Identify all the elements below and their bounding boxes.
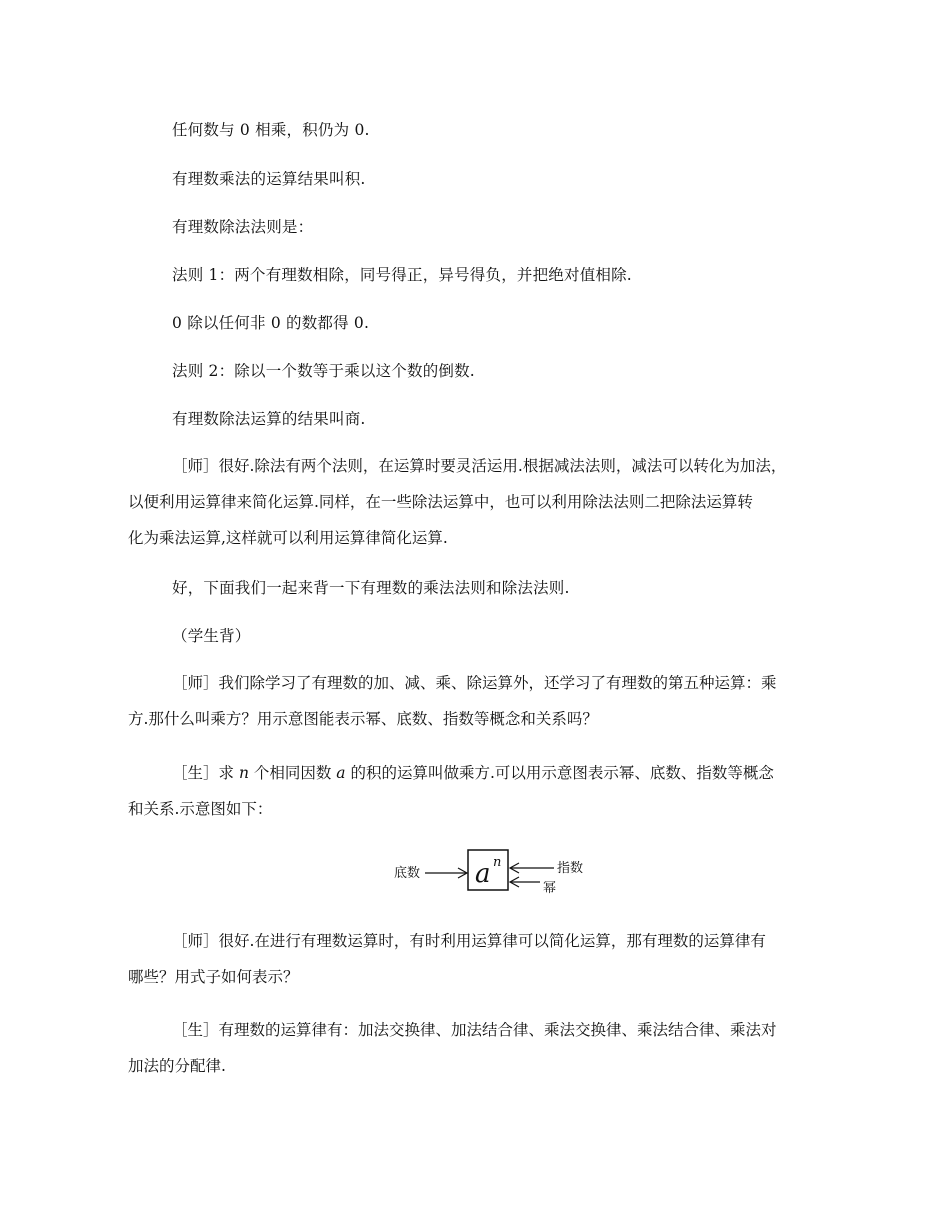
text-line: 以便利用运算律来简化运算.同样，在一些除法运算中，也可以利用除法法则二把除法运算转 (128, 493, 753, 511)
power-label: 幂 (543, 881, 557, 896)
paragraph-division-rule-2: 法则 2：除以一个数等于乘以这个数的倒数. (172, 362, 475, 380)
power-diagram (380, 840, 610, 900)
math-symbol-a: a (336, 764, 346, 782)
base-symbol: a (475, 859, 491, 889)
text-fragment: ［生］求 (172, 764, 239, 782)
exponent-symbol: n (493, 855, 502, 870)
text-line: ［师］我们除学习了有理数的加、减、乘、除运算外，还学习了有理数的第五种运算：乘 (172, 674, 777, 692)
text-line: 哪些？用式子如何表示？ (128, 968, 299, 986)
paragraph-zero-product: 任何数与 0 相乘，积仍为 0. (172, 121, 370, 139)
text-line: 加法的分配律. (128, 1057, 226, 1075)
math-symbol-n: n (238, 764, 249, 782)
paragraph-teacher-division (128, 448, 817, 556)
text-line: ［生］有理数的运算律有：加法交换律、加法结合律、乘法交换律、乘法结合律、乘法对 (172, 1021, 777, 1039)
text-fragment: 个相同因数 (248, 764, 337, 782)
paragraph-product-definition: 有理数乘法的运算结果叫积. (172, 170, 366, 188)
arrow-left-icon (510, 877, 540, 887)
paragraph-quotient-definition: 有理数除法运算的结果叫商. (172, 410, 366, 428)
paragraph-division-rules-heading: 有理数除法法则是： (172, 218, 314, 236)
base-label: 底数 (394, 866, 421, 881)
text-line: 化为乘法运算,这样就可以利用运算律简化运算. (128, 529, 448, 547)
paragraph-recite: 好，下面我们一起来背一下有理数的乘法法则和除法法则. (172, 579, 570, 597)
text-line: ［师］很好.除法有两个法则，在运算时要灵活运用.根据减法法则，减法可以转化为加法， (172, 457, 787, 475)
paragraph-teacher-laws (128, 923, 817, 995)
paragraph-student-power (128, 755, 817, 827)
text-line (172, 755, 817, 791)
text-line: ［师］很好.在进行有理数运算时，有时利用运算律可以简化运算，那有理数的运算律有 (172, 932, 766, 950)
paragraph-zero-division: 0 除以任何非 0 的数都得 0. (172, 314, 370, 332)
exponent-label: 指数 (557, 861, 584, 876)
arrow-left-icon (510, 863, 554, 873)
text-fragment: 的积的运算叫做乘方.可以用示意图表示幂、底数、指数等概念 (345, 764, 774, 782)
text-line: 和关系.示意图如下： (128, 800, 273, 818)
paragraph-division-rule-1: 法则 1：两个有理数相除，同号得正，异号得负，并把绝对值相除. (172, 266, 632, 284)
paragraph-students-recite: （学生背） (172, 627, 251, 645)
paragraph-student-laws (128, 1012, 817, 1084)
paragraph-teacher-power (128, 665, 817, 737)
text-line: 方.那什么叫乘方？用示意图能表示幂、底数、指数等概念和关系吗？ (128, 710, 598, 728)
arrow-right-icon (425, 868, 467, 878)
